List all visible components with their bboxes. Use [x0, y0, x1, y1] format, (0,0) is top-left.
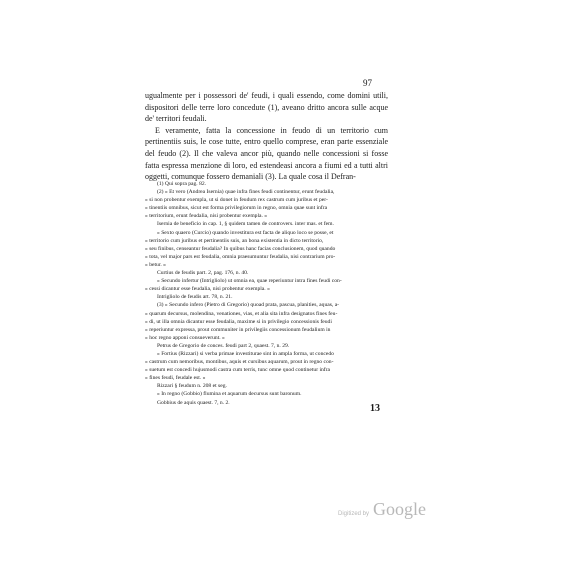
footnote-line: » Secundo infertur (Intrigliolo) ut omnia ea, quae reperiuntur intra fines feudi con- — [157, 278, 342, 285]
footnote-line: » suetum est concedi hujusmodi castra cum terris, tunc omne quod continetur infra — [145, 367, 331, 374]
footnote-line: (3) » Secundo infero (Pietro di Gregorio) quoad prata, pascua, planities, aquas, a- — [157, 302, 340, 309]
google-logo: Google — [373, 499, 427, 519]
footnote-line: » quarum decursus, molendina, venationes, vias, et alia sita infra designatos fines feu- — [145, 310, 338, 317]
footnote-line: » cessi dicantur esse feudalia, nisi probentur exempla. » — [145, 286, 270, 293]
footnote-line: Petrus de Gregorio de conces. feudi part 2, quaest. 7, n. 29. — [157, 342, 290, 349]
footnote-line: Isernia de beneficio in cap. 1, § quidem tamen de controvers. inter mas. et fem. — [157, 221, 334, 228]
footnotes — [145, 180, 388, 407]
footnote-line: Intrigliolo de feudis art. 78, n. 21. — [157, 294, 233, 301]
page-number: 97 — [363, 78, 372, 88]
footnote-line: » Sexto quaero (Curcio) quando investitura est facta de aliquo loco se posse, et — [157, 229, 334, 236]
footnote-line: » territorium, erunt feudalia, nisi probentur exempla. » — [145, 213, 268, 220]
footnote-line: » reperiuntur expressa, prout communiter in privilegiis concessionum feudalium in — [145, 326, 331, 333]
footnote-line: » hoc regno apponi consueverunt. » — [145, 334, 225, 341]
signature-mark: 13 — [370, 403, 380, 414]
footnote-line: » territorio cum juribus et pertinentiis suis, an bona existentia in dicto territorio, — [145, 237, 324, 244]
paragraph: E veramente, fatta la concessione in feudo di un territorio cum pertinentiis suis, le cose tutte, entro quello comprese, eran parte essenziale del feudo (2). Il che valeva ancor più, quando nelle concessioni si fosse fatta espressa menzione di loro, ed estendeasi ancora a fiumi ed a tutti altri oggetti, comunque fossero demaniali (3). La quale cosa il Defran- — [145, 125, 388, 182]
footnote-line: Gobbius de aquis quaest. 7, n. 2. — [157, 399, 230, 406]
footnote-line: » castrum cum nemoribus, montibus, aquis et cursibus aquarum, prout in regno con- — [145, 359, 334, 366]
footnote-line: » Fortius (Rizzari) si verba primae investiturae sint in ampla forma, ut concedo — [157, 350, 334, 357]
footnote-line: » di, ut illa omnia dicantur esse feudalia, maxime si in privilegio concessionis feudi — [145, 318, 332, 325]
footnote-line: (2) « Et vero (Andrea Isernia) quae infra fines feudi continentur, erunt feudalia, — [157, 189, 335, 196]
footnote-line: » In regno (Gobbio) flumina et aquarum decursus sunt baronum. — [157, 391, 302, 398]
main-text — [145, 90, 388, 183]
footnote-line: » tota, vel major pars est feudalia, omnia praesumuntur feudalia, nisi contrarium pro- — [145, 253, 336, 260]
footnote-line: » betur. » — [145, 261, 166, 268]
footnote-line: » seu finibus, censeantur feudalia? In quibus hanc facias conclusionem, quod quando — [145, 245, 336, 252]
watermark-prefix: Digitized by — [338, 511, 370, 517]
footnote-line: Rizzari § feudum n. 208 et seg. — [157, 383, 227, 390]
digitized-watermark — [338, 499, 426, 520]
footnote-line: » fines feudi, feudale est. » — [145, 375, 206, 382]
footnote-line: (1) Qui sopra pag. 82. — [157, 181, 207, 187]
footnote-line: Curtius de feudis part. 2, pag. 176, n. 40. — [157, 270, 249, 277]
paragraph: ugualmente per i possessori de' feudi, i quali essendo, come domini utili, dispositori delle terre loro concedute (1), aveano dritto ancora sulle acque de' territori feudali. — [145, 91, 388, 124]
footnote-line: » tinentiis omnibus, sicut est forma privilegiorum in regno, omnia quae sunt infra — [145, 205, 328, 212]
footnote-line: » si non probentur exempla, ut si donet in feudum rex castrum cum juribus et per- — [145, 197, 328, 204]
